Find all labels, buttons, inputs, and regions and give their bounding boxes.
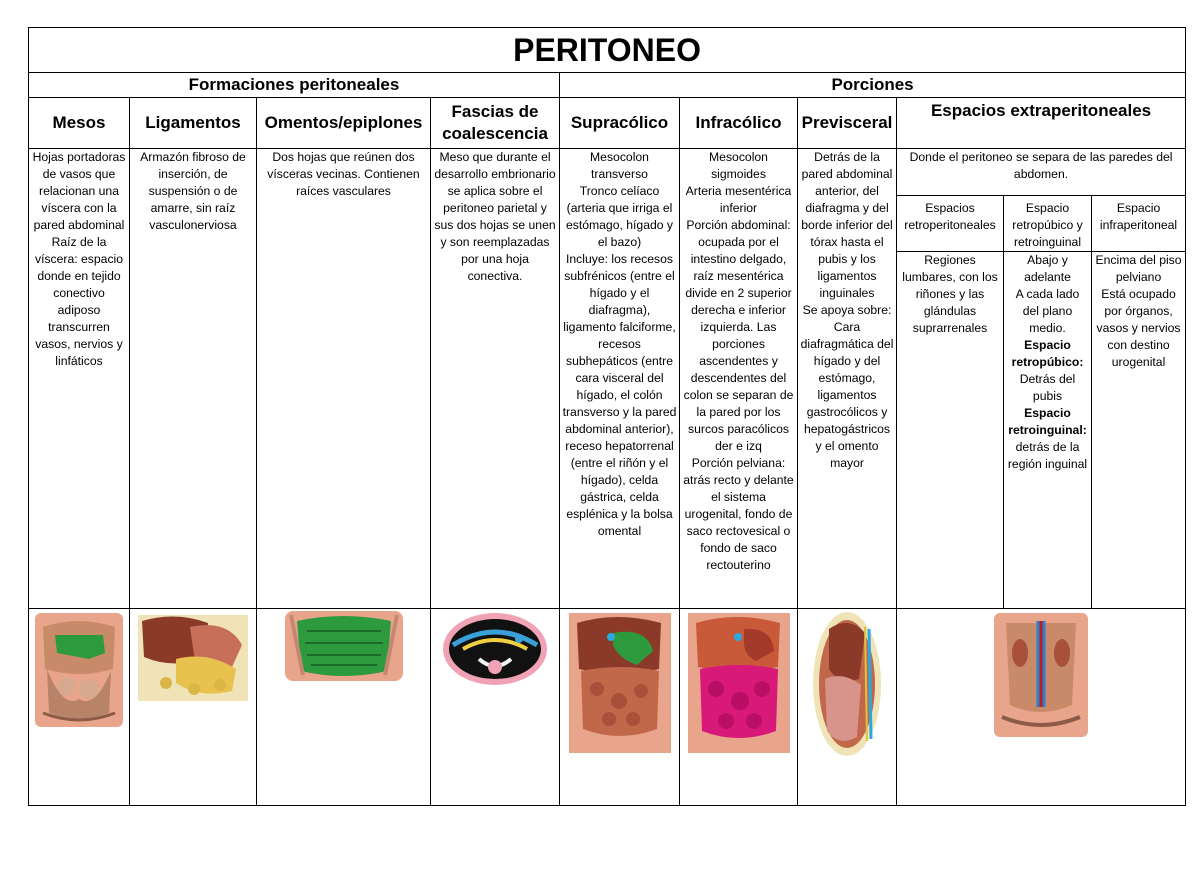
- omentos-illustration: [257, 609, 431, 806]
- header-infracolico: Infracólico: [680, 98, 798, 149]
- fascias-diagram: [431, 609, 560, 806]
- cell-ligamentos: Armazón fibroso de inserción, de suspensión o de amarre, sin raíz vasculonerviosa: [130, 149, 257, 609]
- peritoneo-table: [28, 27, 1186, 806]
- cell-espacios-intro: Donde el peritoneo se separa de las paredes del abdomen.: [897, 149, 1186, 196]
- infracolico-illustration: [680, 609, 798, 806]
- cell-retroperitoneales: Regiones lumbares, con los riñones y las glándulas suprarrenales: [897, 252, 1004, 609]
- subheader-infraperitoneal: Espacio infraperitoneal: [1092, 196, 1186, 252]
- retropubico-label: Espacio retropúbico:: [1011, 338, 1084, 369]
- ligamentos-illustration: [130, 609, 257, 806]
- cell-infracolico: Mesocolon sigmoides Arteria mesentérica inferior Porción abdominal: ocupada por el intestino delgado, raíz mesentérica divide en 2 superior derecha e inferior izquierda. Las porciones ascendentes y descendentes del colon se separan de la pared por los surcos paracólicos der e izq Porción pelviana: atrás recto y delante el sistema urogenital, fondo de saco rectovesical o fondo de saco rectouterino: [680, 149, 798, 609]
- header-ligamentos: Ligamentos: [130, 98, 257, 149]
- retroinguinal-text: detrás de la región inguinal: [1007, 440, 1088, 471]
- header-previsceral: Previsceral: [798, 98, 897, 149]
- cell-mesos: Hojas portadoras de vasos que relacionan una víscera con la pared abdominal Raíz de la víscera: espacio donde en tejido conectivo adiposo transcurren vasos, nervios y linfáticos: [29, 149, 130, 609]
- retroinguinal-label: Espacio retroinguinal:: [1008, 406, 1087, 437]
- cell-omentos: Dos hojas que reúnen dos vísceras vecinas. Contienen raíces vasculares: [257, 149, 431, 609]
- group-formaciones: Formaciones peritoneales: [29, 73, 560, 98]
- retropubico-text: Detrás del pubis: [1019, 372, 1076, 403]
- retro-intro: Abajo y adelante A cada lado del plano medio.: [1015, 253, 1080, 335]
- previsceral-illustration: [798, 609, 897, 806]
- header-supracolico: Supracólico: [560, 98, 680, 149]
- cell-retropubico: [1004, 252, 1092, 609]
- cell-fascias: Meso que durante el desarrollo embrionario se aplica sobre el peritoneo parietal y sus dos hojas se unen y son reemplazadas por una hoja conectiva.: [431, 149, 560, 609]
- mesos-illustration: [29, 609, 130, 806]
- cell-infraperitoneal: Encima del piso pelviano Está ocupado por órganos, vasos y nervios con destino urogenital: [1092, 252, 1186, 609]
- subheader-retroperitoneales: Espacios retroperitoneales: [897, 196, 1004, 252]
- header-omentos: Omentos/epiplones: [257, 98, 431, 149]
- cell-supracolico: Mesocolon transverso Tronco celíaco (arteria que irriga el estómago, hígado y el bazo) Incluye: los recesos subfrénicos (entre el hígado y el diafragma), ligamento falciforme, recesos subhepáticos (entre cara visceral del hígado, el colón transverso y la pared abdominal anterior), receso hepatorrenal (entre el riñón y el hígado), celda gástrica, celda esplénica y la bolsa omental: [560, 149, 680, 609]
- header-fascias: Fascias de coalescencia: [431, 98, 560, 149]
- header-espacios: Espacios extraperitoneales: [897, 98, 1186, 149]
- header-mesos: Mesos: [29, 98, 130, 149]
- page-title: PERITONEO: [29, 28, 1186, 73]
- extraperitoneal-illustration: [897, 609, 1186, 806]
- group-porciones: Porciones: [560, 73, 1186, 98]
- subheader-retropubico: Espacio retropúbico y retroinguinal: [1004, 196, 1092, 252]
- cell-previsceral: Detrás de la pared abdominal anterior, del diafragma y del borde inferior del tórax hasta el pubis y los ligamentos inguinales Se apoya sobre: Cara diafragmática del hígado y del estómago, ligamentos gastrocólicos y hepatogástricos y el omento mayor: [798, 149, 897, 609]
- supracolico-illustration: [560, 609, 680, 806]
